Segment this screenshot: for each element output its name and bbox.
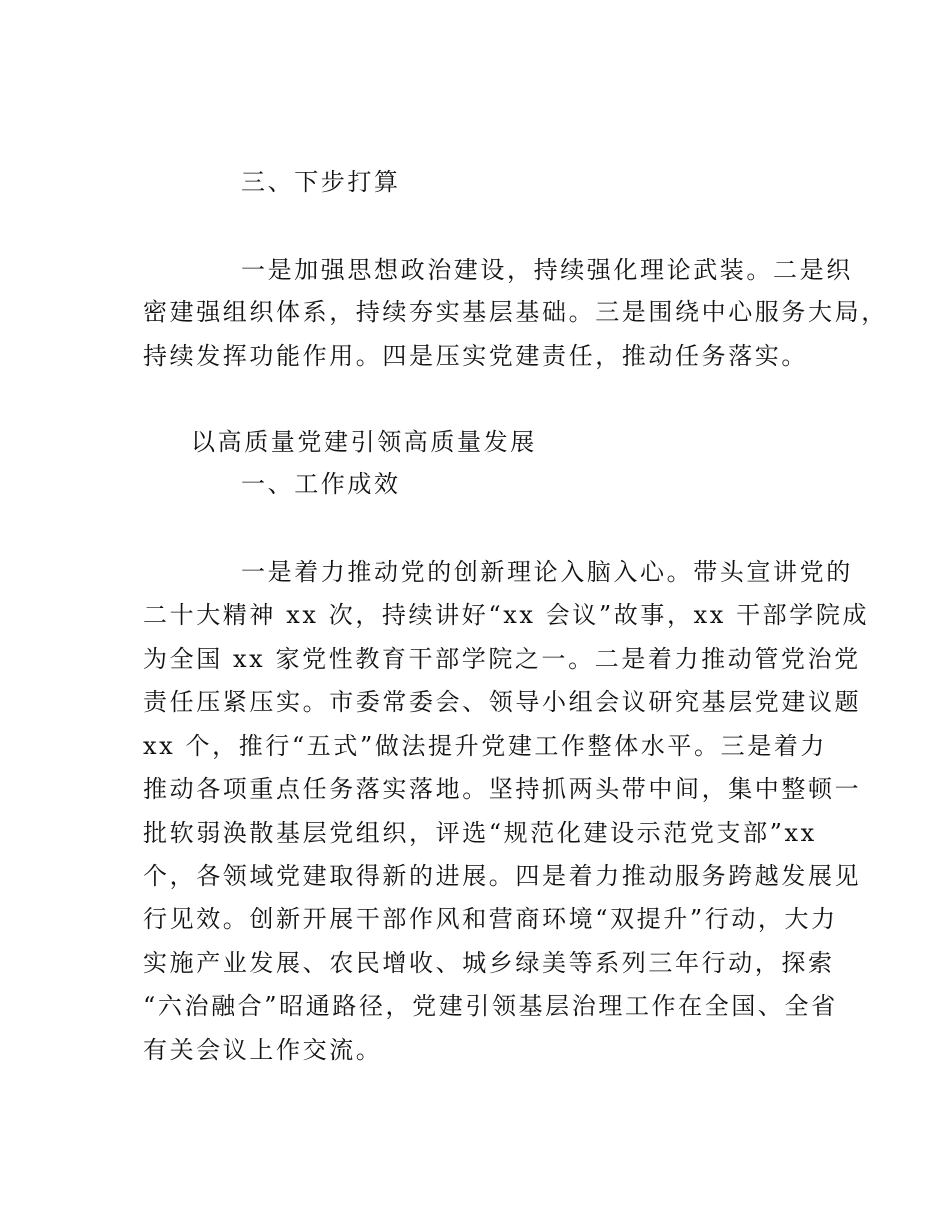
paragraph-line: 二十大精神 xx 次，持续讲好“xx 会议”故事，xx 干部学院成: [143, 601, 870, 629]
paragraph-line: 密建强组织体系，持续夯实基层基础。三是围绕中心服务大局，: [143, 298, 888, 326]
paragraph-line: 持续发挥功能作用。四是压实党建责任，推动任务落实。: [143, 342, 808, 370]
paragraph-line: 一是加强思想政治建设，持续强化理论武装。二是织: [241, 256, 853, 284]
section-heading-next-steps: 三、下步打算: [241, 168, 401, 196]
paragraph-line: 实施产业发展、农民增收、城乡绿美等系列三年行动，探索: [143, 949, 835, 977]
paragraph-line: 批软弱涣散基层党组织，评选“规范化建设示范党支部”xx: [143, 819, 817, 847]
paragraph-line: “六治融合”昭通路径，党建引领基层治理工作在全国、全省: [143, 992, 838, 1020]
paragraph-line: 推动各项重点任务落实落地。坚持抓两头带中间，集中整顿一: [143, 775, 862, 803]
article-title: 以高质量党建引领高质量发展: [191, 428, 537, 456]
paragraph-line: xx 个，推行“五式”做法提升党建工作整体水平。三是着力: [143, 732, 828, 760]
paragraph-line: 个，各领域党建取得新的进展。四是着力推动服务跨越发展见: [143, 862, 862, 890]
paragraph-line: 责任压紧压实。市委常委会、领导小组会议研究基层党建议题: [143, 688, 862, 716]
section-heading-work-results: 一、工作成效: [241, 470, 401, 498]
paragraph-line: 行见效。创新开展干部作风和营商环境“双提升”行动，大力: [143, 905, 838, 933]
paragraph-line: 有关会议上作交流。: [143, 1036, 383, 1064]
paragraph-line: 一是着力推动党的创新理论入脑入心。带头宣讲党的: [241, 558, 853, 586]
paragraph-line: 为全国 xx 家党性教育干部学院之一。二是着力推动管党治党: [143, 645, 861, 673]
